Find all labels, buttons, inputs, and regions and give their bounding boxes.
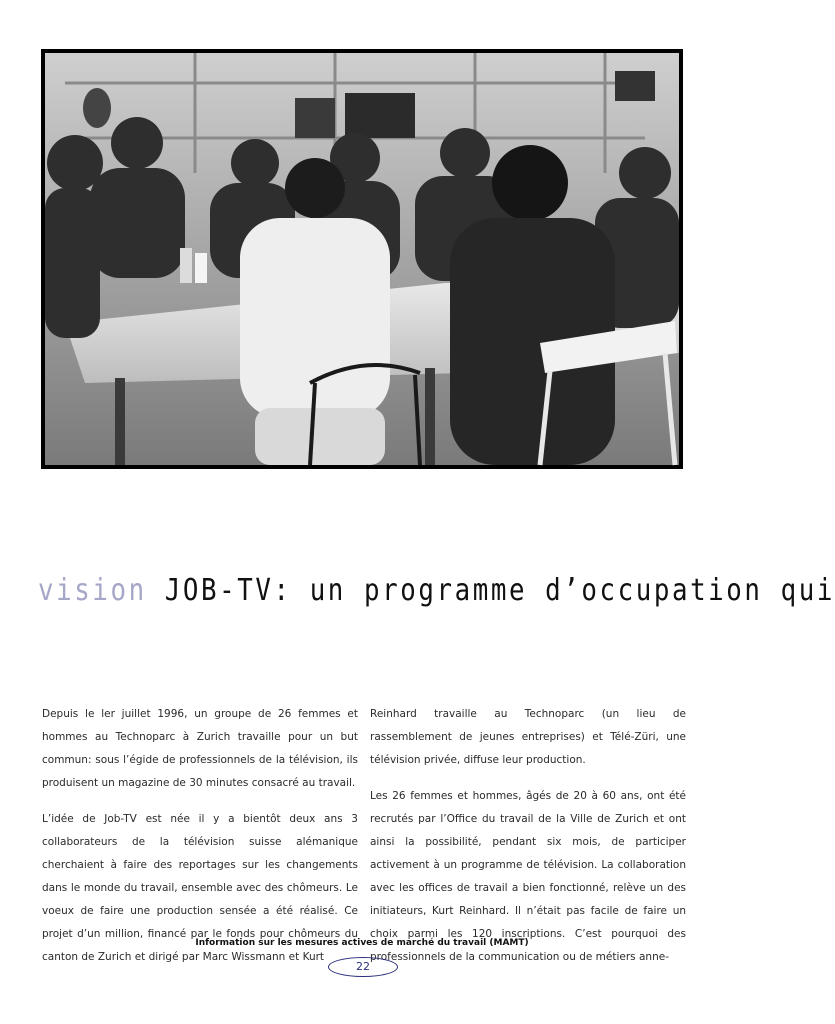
headline-title: JOB-TV: un programme d’occupation qui <box>164 573 835 608</box>
paragraph: Depuis le ler juillet 1996, un groupe de 26 femmes et hommes au Technoparc à Zurich travaille pour un but commun: sous l’égide de professionnels de la télévision, ils produisent un magazine de 30 minutes consacré au travail. <box>42 708 358 789</box>
section-kicker: vision <box>38 573 147 608</box>
article-headline <box>38 566 835 616</box>
paragraph: L’idée de Job-TV est née il y a bientôt deux ans 3 collaborateurs de la télévision suisse alémanique cherchaient à faire des reportages sur les changements dans le monde du travail, ensemble avec des chômeurs. Le voeux de faire une production sensée a été réalisé. Ce projet d’un million, financé par le fonds pour chômeurs du canton de Zurich et dirigé par Marc Wissmann et Kurt <box>42 813 358 963</box>
footer-caption: Information sur les mesures actives de marché du travail (MAMT) <box>195 938 529 948</box>
group-photo-illustration <box>45 53 679 465</box>
page-number: 22 <box>328 957 398 977</box>
paragraph: Les 26 femmes et hommes, âgés de 20 à 60 ans, ont été recrutés par l’Office du travail de la Ville de Zurich et ont ainsi la possibilité, pendant six mois, de participer activement à un programme de télévision. La collaboration avec les offices de travail a bien fonctionné, relève un des initiateurs, Kurt Reinhard. Il n’était pas facile de faire un choix parmi les 120 inscriptions. C’est pourquoi des professionnels de la communication ou de métiers anne- <box>370 790 686 963</box>
article-photo <box>41 49 683 469</box>
paragraph: Reinhard travaille au Technoparc (un lieu de rassemblement de jeunes entreprises) et Télé-Züri, une télévision privée, diffuse leur production. <box>370 708 686 766</box>
